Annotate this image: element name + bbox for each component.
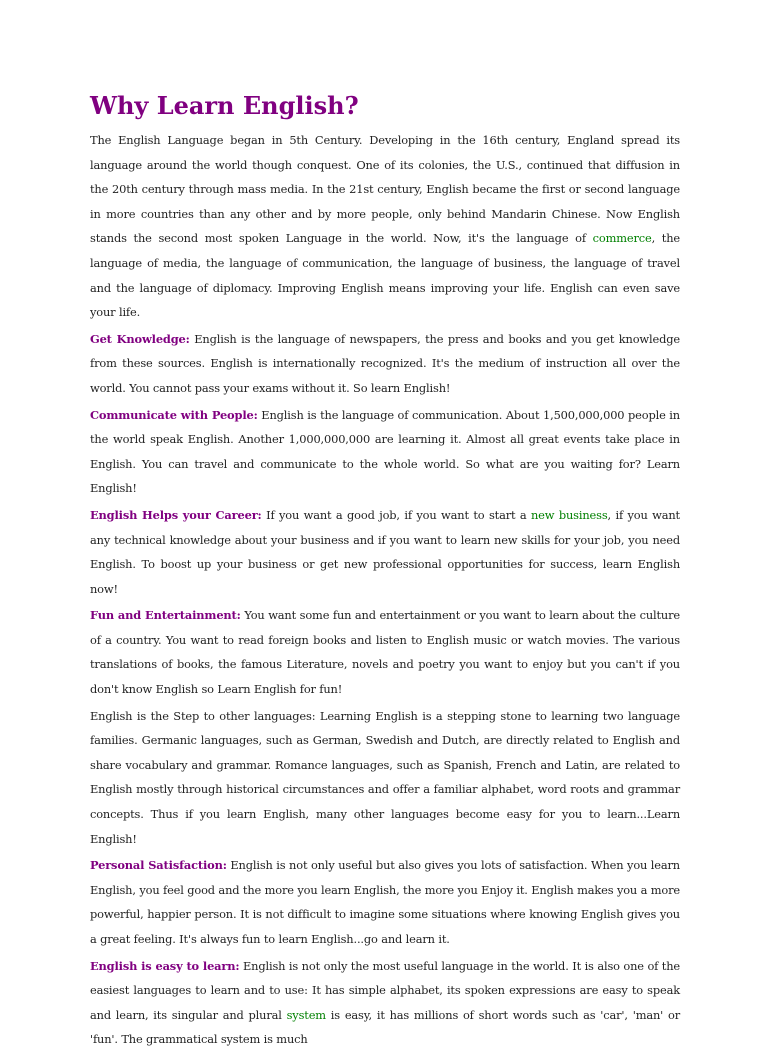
- satisfaction-text: English is not only useful but also gives you lots of satisfaction. When you learn English, you feel good and the more you learn English, the more you Enjoy it. English makes you a more powerful, happier person. It is not difficult to imagine some situations where knowing English gives you a great feeling. It's always fun to learn English...go and learn it.: [90, 858, 680, 946]
- intro-paragraph: [90, 128, 680, 325]
- document-page: [90, 90, 680, 1054]
- easy-paragraph: [90, 954, 680, 1052]
- page-title: Why Learn English?: [90, 91, 359, 120]
- system-link[interactable]: system: [286, 1007, 326, 1022]
- career-paragraph: [90, 503, 680, 601]
- commerce-link[interactable]: commerce: [592, 231, 652, 246]
- knowledge-text: English is the language of newspapers, the press and books and you get knowledge from these sources. English is internationally recognized. It's the medium of instruction all over the world. You cannot pass your exams without it. So learn English!: [90, 331, 680, 395]
- communicate-paragraph: [90, 403, 680, 501]
- step-text: English is the Step to other languages: Learning English is a stepping stone to learning two language families. Germanic languages, such as German, Swedish and Dutch, are directly related to English and share vocabulary and grammar. Romance languages, such as Spanish, French and Latin, are related to English mostly through historical circumstances and offer a familiar alphabet, word roots and grammar concepts. Thus if you learn English, many other languages become easy for you to learn...Learn English!: [90, 708, 680, 846]
- knowledge-heading: Get Knowledge:: [90, 331, 190, 346]
- satisfaction-paragraph: [90, 853, 680, 951]
- knowledge-paragraph: [90, 327, 680, 401]
- career-text-2: , if you want any technical knowledge about your business and if you want to learn new skills for your job, you need English. To boost up your business or get new professional opportunities for success, learn English now!: [90, 507, 680, 596]
- intro-text-2: , the language of media, the language of communication, the language of business, the language of travel and the language of diplomacy. Improving English means improving your life. English can even save your life.: [90, 231, 680, 320]
- career-heading: English Helps your Career:: [90, 507, 262, 522]
- fun-heading: Fun and Entertainment:: [90, 608, 241, 623]
- easy-text-2: is easy, it has millions of short words such as 'car', 'man' or 'fun'. The grammatical system is much: [90, 1007, 680, 1047]
- satisfaction-heading: Personal Satisfaction:: [90, 858, 227, 873]
- fun-text: You want some fun and entertainment or you want to learn about the culture of a country. You want to read foreign books and listen to English music or watch movies. The various translations of books, the famous Literature, novels and poetry you want to enjoy but you can't if you don't know English so Learn English for fun!: [90, 608, 680, 697]
- intro-text-1: The English Language began in 5th Century. Developing in the 16th century, England spread its language around the world though conquest. One of its colonies, the U.S., continued that diffusion in the 20th century through mass media. In the 21st century, English became the first or second language in more countries than any other and by more people, only behind Mandarin Chinese. Now English stands the second most spoken Language in the world. Now, it's the language of: [90, 133, 680, 246]
- step-paragraph: [90, 704, 680, 852]
- communicate-text: English is the language of communication. About 1,500,000,000 people in the world speak English. Another 1,000,000,000 are learning it. Almost all great events take place in English. You can travel and communicate to the whole world. So what are you waiting for? Learn English!: [90, 407, 680, 496]
- easy-heading: English is easy to learn:: [90, 958, 240, 973]
- communicate-heading: Communicate with People:: [90, 407, 258, 422]
- new-business-link[interactable]: new business: [531, 507, 608, 522]
- career-text-1: If you want a good job, if you want to start a: [261, 507, 531, 522]
- fun-paragraph: [90, 603, 680, 701]
- easy-text-1: English is not only the most useful language in the world. It is also one of the easiest languages to learn and to use: It has simple alphabet, its spoken expressions are easy to speak and learn, its singular and plural: [90, 958, 680, 1022]
